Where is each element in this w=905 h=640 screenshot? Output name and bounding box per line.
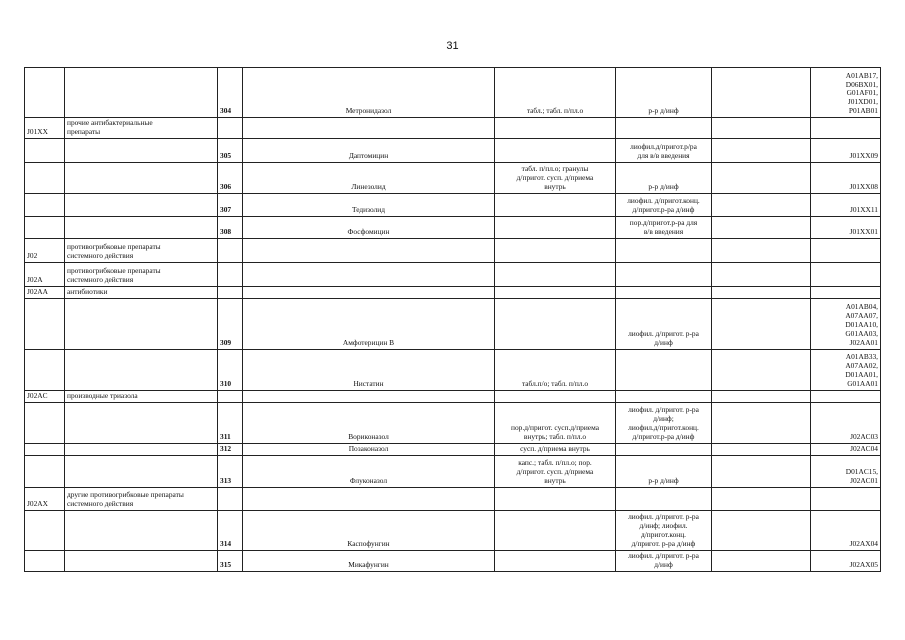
atc-group-code: [25, 286, 65, 298]
atc-code: [811, 286, 881, 298]
table-row: [25, 216, 881, 238]
drug-name-text: Флуконазол: [349, 475, 388, 485]
atc-group-code: [25, 402, 65, 443]
table-row: [25, 402, 881, 443]
page-number: 31: [446, 40, 459, 52]
drug-name-text: Фосфомицин: [347, 226, 390, 236]
row-number-text: 311: [220, 431, 231, 441]
atc-code: [811, 193, 881, 216]
group-name: [65, 193, 218, 216]
atc-group-code-text: J02AX: [27, 498, 48, 508]
table-row: [25, 193, 881, 216]
row-number: [218, 238, 243, 262]
dosage-form: [495, 286, 616, 298]
group-name-text: производные триазола: [67, 390, 138, 400]
atc-code: [811, 298, 881, 349]
row-number-text: 310: [220, 378, 232, 388]
drug-name: [243, 443, 495, 455]
table-row: [25, 68, 881, 118]
drug-name: [243, 402, 495, 443]
row-number: [218, 349, 243, 390]
group-name-text: прочие антибактериальные препараты: [67, 118, 153, 136]
drug-name-text: Каспофунгин: [347, 538, 390, 548]
row-number-text: 315: [220, 559, 232, 569]
atc-code-text: J02AC04: [850, 443, 878, 453]
atc-group-code: [25, 487, 65, 510]
row-number: [218, 510, 243, 550]
dosage-form-alt: [616, 68, 712, 118]
atc-group-code: [25, 68, 65, 118]
drug-name: [243, 118, 495, 139]
row-number: [218, 162, 243, 193]
atc-code: [811, 487, 881, 510]
drug-name: [243, 349, 495, 390]
group-name: [65, 238, 218, 262]
row-number: [218, 68, 243, 118]
dosage-form-alt-text: р-р д/инф: [648, 181, 679, 191]
group-name: [65, 262, 218, 286]
atc-group-code: [25, 455, 65, 487]
dosage-form: [495, 298, 616, 349]
dosage-form-alt: [616, 298, 712, 349]
dosage-form-alt: [616, 455, 712, 487]
extra-cell: [712, 216, 811, 238]
dosage-form-alt-text: пор.д/пригот.р-ра для в/в введения: [629, 218, 698, 236]
dosage-form-alt-text: лиофил. д/пригот. р-ра д/инф; лиофил. д/пригот.конц. д/пригот. р-ра д/инф: [628, 512, 699, 548]
atc-code: [811, 510, 881, 550]
drug-name-text: Линезолид: [351, 181, 386, 191]
atc-code: [811, 349, 881, 390]
extra-cell: [712, 550, 811, 571]
table-row: [25, 550, 881, 571]
dosage-form-alt-text: лиофил. д/пригот.конц. д/пригот.р-ра д/инф: [627, 196, 700, 214]
table-row: [25, 510, 881, 550]
atc-group-code: [25, 216, 65, 238]
drug-name: [243, 550, 495, 571]
dosage-form-alt: [616, 510, 712, 550]
extra-cell: [712, 487, 811, 510]
drug-name-text: Тедизолид: [351, 204, 385, 214]
atc-code: [811, 550, 881, 571]
group-name: [65, 390, 218, 402]
dosage-form-alt: [616, 402, 712, 443]
extra-cell: [712, 238, 811, 262]
dosage-form-text: табл.; табл. п/пл.о: [526, 106, 584, 116]
atc-group-code-text: J02AC: [27, 390, 48, 400]
dosage-form: [495, 162, 616, 193]
group-name: [65, 68, 218, 118]
table-row: [25, 349, 881, 390]
dosage-form: [495, 390, 616, 402]
extra-cell: [712, 286, 811, 298]
row-number-text: 313: [220, 475, 232, 485]
drug-name: [243, 487, 495, 510]
dosage-form: [495, 487, 616, 510]
dosage-form-alt: [616, 550, 712, 571]
dosage-form: [495, 443, 616, 455]
atc-code-text: A01AB33, A07AA02, D01AA01, G01AA01: [845, 352, 878, 388]
drug-name: [243, 455, 495, 487]
dosage-form-alt-text: лиофил. д/пригот. р-ра д/инф; лиофил.д/пригот.конц. д/пригот.р-ра д/инф: [628, 405, 699, 441]
row-number-text: 308: [220, 226, 232, 236]
dosage-form-alt-text: р-р д/инф: [648, 106, 679, 116]
atc-group-code-text: J02AA: [27, 286, 48, 296]
drug-name: [243, 193, 495, 216]
drug-name: [243, 68, 495, 118]
dosage-form-alt: [616, 193, 712, 216]
extra-cell: [712, 390, 811, 402]
atc-code-text: J01XX11: [849, 204, 878, 214]
row-number-text: 307: [220, 204, 232, 214]
row-number: [218, 262, 243, 286]
atc-group-code: [25, 349, 65, 390]
atc-code: [811, 138, 881, 162]
atc-code: [811, 402, 881, 443]
dosage-form-alt: [616, 390, 712, 402]
atc-code: [811, 68, 881, 118]
group-name: [65, 118, 218, 139]
atc-code: [811, 162, 881, 193]
atc-code: [811, 262, 881, 286]
drug-table: [24, 67, 881, 572]
row-number-text: 309: [220, 337, 232, 347]
drug-name-text: Метронидазол: [345, 106, 392, 116]
extra-cell: [712, 138, 811, 162]
row-number: [218, 298, 243, 349]
dosage-form-text: табл. п/пл.о; гранулы д/пригот. сусп. д/приема внутрь: [516, 164, 594, 191]
atc-code: [811, 455, 881, 487]
drug-name-text: Микафунгин: [348, 559, 389, 569]
drug-name: [243, 510, 495, 550]
dosage-form: [495, 550, 616, 571]
table-row: [25, 162, 881, 193]
dosage-form-alt-text: лиофил. д/пригот. р-ра д/инф: [628, 550, 699, 569]
drug-name: [243, 238, 495, 262]
drug-name: [243, 216, 495, 238]
dosage-form-alt-text: р-р д/инф: [648, 475, 679, 485]
row-number: [218, 443, 243, 455]
dosage-form: [495, 238, 616, 262]
atc-group-code-text: J02A: [27, 274, 43, 284]
group-name: [65, 138, 218, 162]
dosage-form: [495, 216, 616, 238]
dosage-form-alt: [616, 443, 712, 455]
table-row: [25, 238, 881, 262]
row-number-text: 304: [220, 106, 232, 116]
drug-name: [243, 262, 495, 286]
table-row: [25, 390, 881, 402]
dosage-form: [495, 68, 616, 118]
extra-cell: [712, 298, 811, 349]
atc-group-code: [25, 510, 65, 550]
table-row: [25, 286, 881, 298]
table-row: [25, 487, 881, 510]
atc-code-text: J02AX05: [849, 559, 878, 569]
dosage-form-text: сусп. д/приема внутрь: [520, 443, 590, 453]
group-name-text: другие противогрибковые препараты системного действия: [67, 489, 184, 508]
drug-name-text: Нистатин: [353, 378, 384, 388]
dosage-form-alt: [616, 262, 712, 286]
atc-code: [811, 443, 881, 455]
dosage-form: [495, 138, 616, 162]
extra-cell: [712, 443, 811, 455]
atc-group-code-text: J02: [27, 250, 38, 260]
dosage-form: [495, 510, 616, 550]
drug-name-text: Вориконазол: [348, 431, 389, 441]
group-name: [65, 298, 218, 349]
table-row: [25, 443, 881, 455]
dosage-form: [495, 262, 616, 286]
atc-group-code: [25, 298, 65, 349]
group-name: [65, 162, 218, 193]
extra-cell: [712, 68, 811, 118]
atc-code-text: J01XX09: [849, 150, 878, 160]
row-number-text: 312: [220, 443, 232, 453]
row-number: [218, 193, 243, 216]
drug-name-text: Амфотерицин В: [342, 337, 395, 347]
atc-code-text: A01AB17, D06BX01, G01AF01, J01XD01, P01AB01: [845, 70, 878, 116]
dosage-form-alt: [616, 286, 712, 298]
group-name: [65, 349, 218, 390]
drug-name: [243, 286, 495, 298]
atc-group-code-text: J01XX: [27, 126, 48, 136]
dosage-form-text: капс.; табл. п/пл.о; пор. д/пригот. сусп. д/приема внутрь: [516, 457, 594, 485]
atc-group-code: [25, 390, 65, 402]
dosage-form: [495, 349, 616, 390]
row-number: [218, 455, 243, 487]
drug-name-text: Позаконазол: [348, 443, 389, 453]
atc-code-text: J02AC03: [850, 431, 878, 441]
row-number-text: 314: [220, 538, 232, 548]
atc-group-code: [25, 443, 65, 455]
dosage-form-alt: [616, 162, 712, 193]
dosage-form: [495, 193, 616, 216]
drug-name: [243, 298, 495, 349]
table-row: [25, 118, 881, 139]
group-name: [65, 487, 218, 510]
atc-code-text: J01XX08: [849, 181, 878, 191]
row-number: [218, 118, 243, 139]
extra-cell: [712, 455, 811, 487]
dosage-form-alt: [616, 118, 712, 139]
atc-group-code: [25, 262, 65, 286]
group-name: [65, 443, 218, 455]
dosage-form-alt-text: лиофил.д/пригот.р/ра для в/в введения: [630, 142, 697, 160]
drug-name: [243, 162, 495, 193]
atc-code: [811, 118, 881, 139]
extra-cell: [712, 349, 811, 390]
atc-code-text: J01XX01: [849, 226, 878, 236]
dosage-form-alt: [616, 349, 712, 390]
group-name: [65, 286, 218, 298]
row-number-text: 306: [220, 181, 232, 191]
group-name: [65, 510, 218, 550]
row-number: [218, 390, 243, 402]
dosage-form: [495, 455, 616, 487]
extra-cell: [712, 510, 811, 550]
extra-cell: [712, 193, 811, 216]
row-number: [218, 286, 243, 298]
atc-code: [811, 390, 881, 402]
atc-group-code: [25, 118, 65, 139]
group-name-text: противогрибковые препараты системного действия: [67, 242, 161, 260]
dosage-form-alt: [616, 487, 712, 510]
dosage-form: [495, 118, 616, 139]
group-name: [65, 402, 218, 443]
atc-group-code: [25, 162, 65, 193]
drug-name: [243, 390, 495, 402]
table-row: [25, 455, 881, 487]
atc-code: [811, 216, 881, 238]
atc-code-text: D01AC15, J02AC01: [845, 466, 878, 485]
group-name-text: противогрибковые препараты системного действия: [67, 266, 161, 284]
group-name: [65, 455, 218, 487]
dosage-form-alt: [616, 238, 712, 262]
atc-group-code: [25, 238, 65, 262]
row-number: [218, 138, 243, 162]
row-number-text: 305: [220, 150, 232, 160]
table-body: [25, 68, 881, 572]
extra-cell: [712, 118, 811, 139]
atc-code-text: A01AB04, A07AA07, D01AA10, G01AA03, J02AA01: [845, 302, 878, 347]
dosage-form-text: пор.д/пригот. сусп.д/приема внутрь; табл. п/пл.о: [511, 422, 599, 441]
atc-code-text: J02AX04: [849, 538, 878, 548]
extra-cell: [712, 262, 811, 286]
table-row: [25, 298, 881, 349]
drug-name: [243, 138, 495, 162]
atc-code: [811, 238, 881, 262]
row-number: [218, 216, 243, 238]
drug-name-text: Даптомицин: [348, 150, 389, 160]
row-number: [218, 402, 243, 443]
dosage-form-alt: [616, 216, 712, 238]
extra-cell: [712, 402, 811, 443]
group-name-text: антибиотики: [67, 286, 108, 296]
dosage-form-alt-text: лиофил. д/пригот. р-ра д/инф: [628, 329, 699, 347]
group-name: [65, 216, 218, 238]
dosage-form-alt: [616, 138, 712, 162]
atc-group-code: [25, 550, 65, 571]
atc-group-code: [25, 193, 65, 216]
atc-group-code: [25, 138, 65, 162]
dosage-form-text: табл.п/о; табл. п/пл.о: [521, 378, 589, 388]
table-row: [25, 138, 881, 162]
group-name: [65, 550, 218, 571]
extra-cell: [712, 162, 811, 193]
dosage-form: [495, 402, 616, 443]
table-row: [25, 262, 881, 286]
row-number: [218, 487, 243, 510]
row-number: [218, 550, 243, 571]
